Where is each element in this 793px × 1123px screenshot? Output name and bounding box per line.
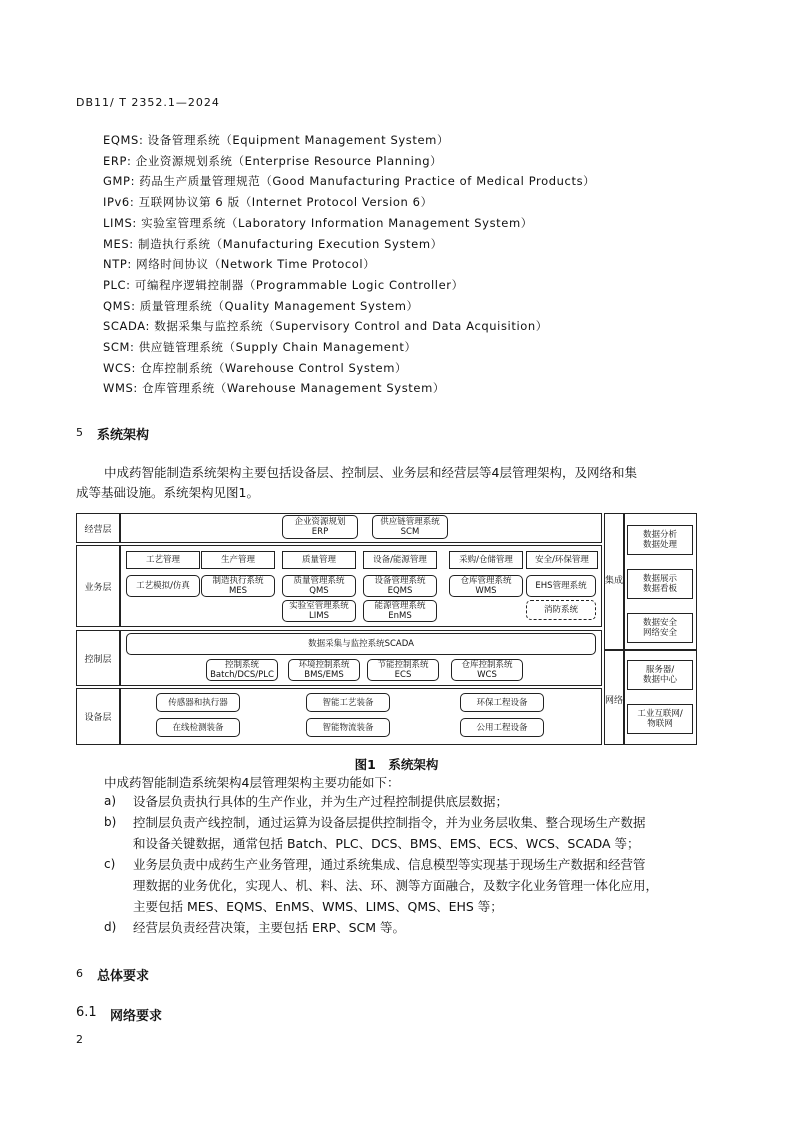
abbreviation-item: WCS: 仓库控制系统（Warehouse Control System） — [103, 360, 408, 375]
function-label: a) — [104, 794, 117, 808]
box-enms: 能源管理系统 EnMS — [363, 600, 437, 622]
box-scada: 数据采集与监控系统SCADA — [126, 633, 596, 655]
header-box: 工艺管理 — [126, 551, 200, 569]
header-box: 质量管理 — [282, 551, 356, 569]
jingying-area — [120, 513, 602, 543]
function-label: c) — [104, 857, 116, 871]
function-line: 业务层负责中成药生产业务管理，通过系统集成、信息模型等实现基于现场生产数据和经营管 — [133, 857, 646, 872]
lane-jingying: 经营层 — [76, 513, 120, 543]
abbreviation-item: QMS: 质量管理系统（Quality Management System） — [103, 298, 419, 313]
abbreviation-item: LIMS: 实验室管理系统（Laboratory Information Management System） — [103, 215, 533, 230]
abbreviation-item: SCADA: 数据采集与监控系统（Supervisory Control and Data Acquisition） — [103, 319, 548, 334]
lane-shebei: 设备层 — [76, 688, 120, 745]
equipment-box: 传感器和执行器 — [156, 693, 240, 712]
intro-line-1: 中成药智能制造系统架构主要包括设备层、控制层、业务层和经营层等4层管理架构，及网络和集 — [104, 465, 637, 480]
control-box: 环境控制系统 BMS/EMS — [288, 659, 360, 681]
system-box: 制造执行系统 MES — [201, 575, 275, 597]
abbreviation-item: MES: 制造执行系统（Manufacturing Execution System） — [103, 236, 443, 251]
header-box: 生产管理 — [201, 551, 275, 569]
abbreviation-item: GMP: 药品生产质量管理规范（Good Manufacturing Practice of Medical Products） — [103, 174, 596, 189]
function-line: 主要包括 MES、EQMS、EnMS、WMS、LIMS、QMS、EHS 等； — [133, 899, 503, 914]
jicheng-label: 集成 — [605, 576, 624, 586]
system-box: EHS管理系统 — [526, 575, 596, 597]
box-erp: 企业资源规划 ERP — [282, 515, 358, 539]
abbreviation-item: PLC: 可编程序逻辑控制器（Programmable Logic Controller） — [103, 277, 464, 292]
box-scm: 供应链管理系统 SCM — [372, 515, 448, 539]
function-line: 和设备关键数据，通常包括 Batch、PLC、DCS、BMS、EMS、ECS、WCS、SCADA 等； — [133, 836, 640, 851]
right-infra-box: 服务器/ 数据中心 — [627, 660, 693, 690]
function-line: 设备层负责执行具体的生产作业，并为生产过程控制提供底层数据； — [133, 794, 509, 809]
section-6-number: 6 — [76, 967, 83, 980]
intro-line-2: 成等基础设施。系统架构见图1。 — [76, 485, 259, 500]
figure-caption: 图1 系统架构 — [354, 757, 439, 772]
system-box: 仓库管理系统 WMS — [449, 575, 523, 597]
function-line: 经营层负责经营决策，主要包括 ERP、SCM 等。 — [133, 920, 406, 935]
abbreviation-item: IPv6: 互联网协议第 6 版（Internet Protocol Version 6） — [103, 195, 433, 210]
control-box: 控制系统 Batch/DCS/PLC — [206, 659, 278, 681]
section-6-1-number: 6.1 — [76, 1005, 97, 1020]
section-6-title: 总体要求 — [97, 969, 150, 984]
function-line: 控制层负责产线控制，通过运算为设备层提供控制指令，并为业务层收集、整合现场生产数据 — [133, 815, 646, 830]
lane-yewu: 业务层 — [76, 545, 120, 627]
header-box: 采购/仓储管理 — [449, 551, 523, 569]
lane-kongzhi: 控制层 — [76, 630, 120, 686]
box-lims: 实验室管理系统 LIMS — [282, 600, 356, 622]
box-fire: 消防系统 — [526, 600, 596, 620]
section-5-number: 5 — [76, 426, 83, 439]
section-6-1-title: 网络要求 — [110, 1009, 163, 1024]
control-box: 仓库控制系统 WCS — [451, 659, 523, 681]
equipment-box: 智能物流装备 — [306, 718, 390, 737]
header-box: 安全/环保管理 — [526, 551, 598, 569]
equipment-box: 在线检测装备 — [156, 718, 240, 737]
abbreviation-item: SCM: 供应链管理系统（Supply Chain Management） — [103, 340, 417, 354]
page-number: 2 — [76, 1033, 83, 1046]
right-function-box: 数据分析 数据处理 — [627, 525, 693, 555]
function-label: d) — [104, 920, 117, 934]
architecture-diagram — [76, 511, 697, 745]
abbreviation-item: WMS: 仓库管理系统（Warehouse Management System） — [103, 381, 445, 396]
header-box: 设备/能源管理 — [363, 551, 437, 569]
functions-intro: 中成药智能制造系统架构4层管理架构主要功能如下： — [104, 775, 400, 790]
equipment-box: 智能工艺装备 — [306, 693, 390, 712]
right-function-box: 数据展示 数据看板 — [627, 569, 693, 599]
system-box: 工艺模拟/仿真 — [126, 575, 200, 597]
right-infra-box: 工业互联网/ 物联网 — [627, 704, 693, 734]
control-box: 节能控制系统 ECS — [367, 659, 439, 681]
right-function-box: 数据安全 网络安全 — [627, 613, 693, 643]
wangluo-label: 网络 — [605, 696, 624, 706]
section-5-title: 系统架构 — [97, 428, 150, 443]
abbreviation-item: EQMS: 设备管理系统（Equipment Management System） — [103, 133, 450, 147]
abbreviation-item: ERP: 企业资源规划系统（Enterprise Resource Planning） — [103, 153, 443, 168]
equipment-box: 环保工程设备 — [460, 693, 544, 712]
system-box: 质量管理系统 QMS — [282, 575, 356, 597]
system-box: 设备管理系统 EQMS — [363, 575, 437, 597]
function-line: 理数据的业务优化，实现人、机、料、法、环、测等方面融合，及数字化业务管理一体化应用， — [133, 878, 659, 893]
abbreviation-item: NTP: 网络时间协议（Network Time Protocol） — [103, 257, 376, 272]
doc-header: DB11/ T 2352.1—2024 — [76, 96, 220, 109]
function-label: b) — [104, 815, 117, 829]
equipment-box: 公用工程设备 — [460, 718, 544, 737]
